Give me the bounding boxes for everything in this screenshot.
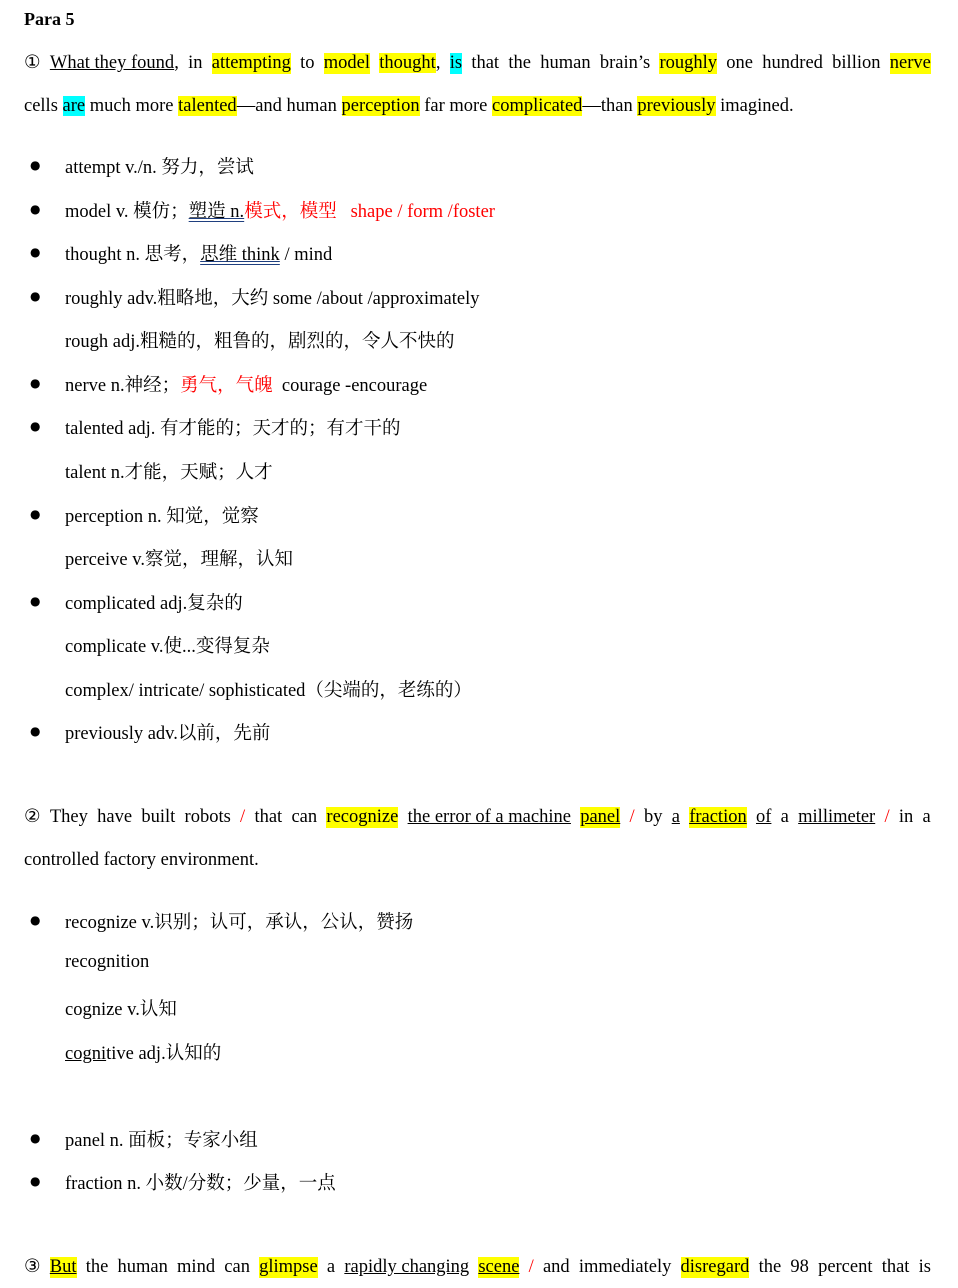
vocab-item: previously adv.以前，先前 [65, 724, 271, 744]
para1-line1: ① What they found, in attempting to model thought, is that the human brain’s roughly one hundred billion nerve [24, 53, 931, 73]
para1-line2: cells are much more talented—and human perception far more complicated—than previously imagined. [24, 96, 794, 116]
vocab-subitem: cognitive adj.认知的 [65, 1044, 222, 1064]
para3-line1: ③ But the human mind can glimpse a rapidly changing scene / and immediately disregard the 98 percent that is [24, 1257, 931, 1277]
vocab-subitem: complex/ intricate/ sophisticated（尖端的，老练的） [65, 681, 472, 701]
bullet-icon: ● [30, 913, 41, 927]
vocab-item: panel n. 面板；专家小组 [65, 1131, 258, 1151]
vocab-item: talented adj. 有才能的；天才的；有才干的 [65, 419, 401, 439]
vocab-subitem: complicate v.使...变得复杂 [65, 637, 270, 657]
page-title: Para 5 [24, 9, 75, 29]
vocab-item: attempt v./n. 努力，尝试 [65, 158, 254, 178]
vocab-item: fraction n. 小数/分数；少量，一点 [65, 1174, 336, 1194]
bullet-icon: ● [30, 245, 41, 259]
vocab-subitem: rough adj.粗糙的，粗鲁的，剧烈的，令人不快的 [65, 332, 455, 352]
vocab-item: recognize v.识别；认可，承认，公认，赞扬 [65, 913, 414, 933]
para2-line1: ② They have built robots / that can recognize the error of a machine panel / by a fraction of a millimeter / in a [24, 807, 931, 827]
vocab-subitem: recognition [65, 952, 150, 972]
vocab-item: thought n. 思考，思维 think / mind [65, 245, 333, 265]
bullet-icon: ● [30, 202, 41, 216]
vocab-subitem: talent n.才能，天赋；人才 [65, 463, 273, 483]
bullet-icon: ● [30, 419, 41, 433]
circled-number: ③ [24, 1257, 41, 1277]
bullet-icon: ● [30, 1131, 41, 1145]
vocab-item: nerve n.神经；勇气，气魄 courage -encourage [65, 376, 428, 396]
bullet-icon: ● [30, 724, 41, 738]
para2-line2: controlled factory environment. [24, 850, 259, 870]
bullet-icon: ● [30, 376, 41, 390]
vocab-item: roughly adv.粗略地，大约 some /about /approximately [65, 289, 480, 309]
circled-number: ② [24, 807, 41, 827]
bullet-icon: ● [30, 289, 41, 303]
bullet-icon: ● [30, 594, 41, 608]
vocab-subitem: perceive v.察觉，理解，认知 [65, 550, 293, 570]
bullet-icon: ● [30, 158, 41, 172]
bullet-icon: ● [30, 507, 41, 521]
bullet-icon: ● [30, 1174, 41, 1188]
circled-number: ① [24, 53, 41, 73]
vocab-item: complicated adj.复杂的 [65, 594, 243, 614]
vocab-subitem: cognize v.认知 [65, 1000, 177, 1020]
vocab-item: perception n. 知觉，觉察 [65, 507, 259, 527]
vocab-item: model v. 模仿；塑造 n.模式，模型 shape / form /foster [65, 202, 495, 222]
